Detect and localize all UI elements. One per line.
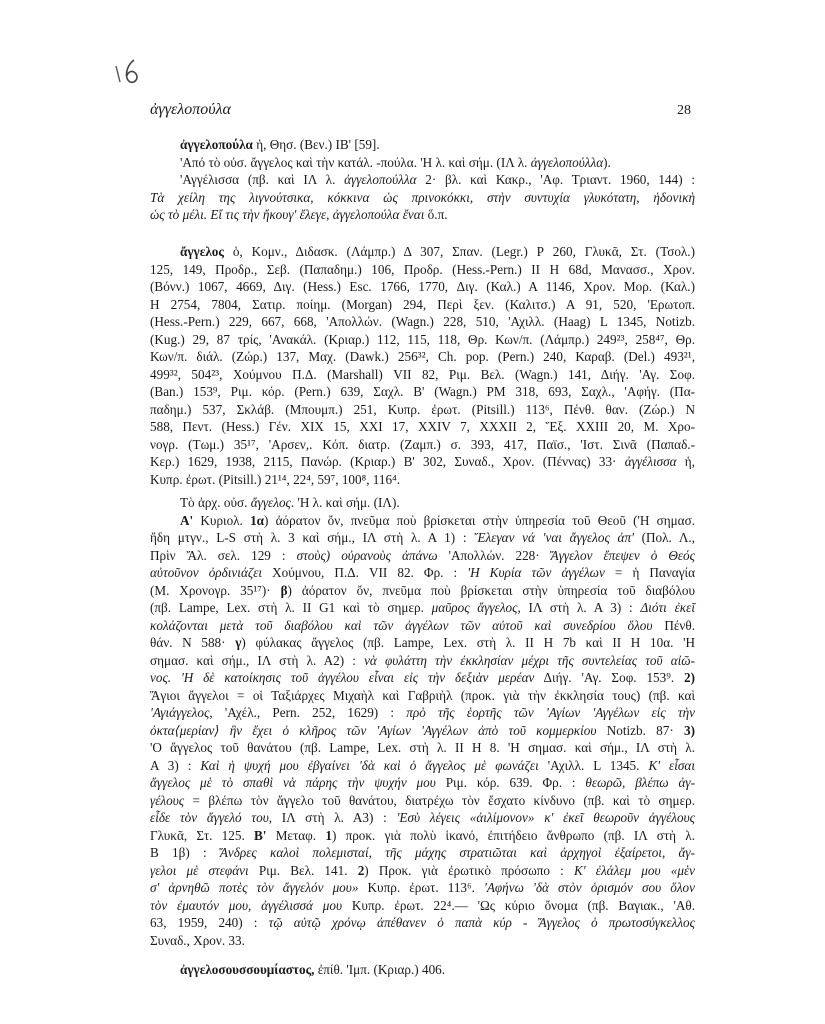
italic-text: 'Αγιάγγελος (150, 705, 210, 720)
text-segment: θάν. Ν 588· (150, 635, 236, 650)
text-line (150, 617, 695, 635)
text-segment: 63, 1959, 240) : (150, 915, 269, 930)
text-line (150, 774, 695, 792)
text-line (150, 582, 695, 600)
italic-text: Ἄγγελον ἔπεψεν ὁ Θεός (550, 547, 695, 563)
text-segment: σημασ. καὶ σήμ., ΙΛ στὴ λ. Α2) : (150, 652, 365, 668)
text-segment: Χούμνου, Π.Δ. VII 82. Φρ. : (262, 565, 468, 580)
text-segment: ἡ, (676, 454, 695, 469)
text-line (150, 453, 695, 471)
bold-text: 1 (325, 827, 332, 843)
text-line (150, 243, 695, 261)
text-line (150, 206, 695, 224)
text-segment: νογρ. (Τωμ.) 35¹⁷, 'Αρσεν,. Κόπ. διατρ. (Ζαμπ.) σ. 393, 417, Παϊσ., 'Ιστ. Σινᾶ (Παπαδ.- (150, 436, 695, 452)
italic-text: στοὺς) οὐρανοὺς ἀπάνω (296, 547, 438, 563)
text-line (150, 383, 695, 401)
entry-angelos-senses (150, 494, 695, 949)
bold-text: ἀγγελοσουσσουμίαστος, (180, 962, 315, 977)
text-segment: Κυπρ. ἐρωτ. 22⁴.— 'Ως κύριο ὄνομα (πβ. Βαγιακ., 'Αθ. (342, 897, 695, 913)
text-segment: ). (603, 154, 611, 170)
text-segment: 125, 149, Προδρ., Σεβ. (Παπαδημ.) 106, Προδρ. (Hess.-Pern.) ΙΙ Η 68d, Μανασσ., Χρον. (150, 261, 695, 277)
text-segment: Πρὶν Ἄλ. σελ. 129 : (150, 547, 297, 563)
text-segment: (Hess.-Pern.) 229, 667, 668, 'Απολλών. (Wagn.) 228, 510, 'Αχιλλ. (Haag) L 1345, Notizb. (150, 314, 695, 329)
italic-text: γέλους (150, 792, 185, 808)
text-segment: . 'Η λ. καὶ σήμ. (ΙΛ). (290, 495, 400, 510)
text-segment: Κυπρ. ἐρωτ. (Pitsill.) 21¹⁴, 22⁴, 59⁷, 100⁸, 116⁴. (150, 471, 400, 487)
text-line (150, 879, 695, 897)
italic-text: Ἄνδρες καλοὶ πολεμισταί, τῆς μάχης στρατιῶται καὶ ἀρχηγοὶ ἐξαίρετοι, ἄγ- (219, 845, 695, 860)
text-segment: Η 2754, 7804, Σατιρ. ποίημ. (Morgan) 294, Περὶ ξεν. (Καλιτσ.) Α 91, 520, 'Ερωτοπ. (150, 296, 695, 312)
text-segment: 588, Πεντ. (Hess.) Γέν. XIX 15, XXI 17, XXIV 7, XXXII 2, Ἔξ. XXIII 20, Μ. Χρο- (150, 419, 695, 434)
text-segment: 499³², 504²³, Χούμνου Π.Δ. (Marshall) VII 82, Ριμ. Βελ. (Wagn.) 141, Διήγ. 'Αγ. Σοφ. (150, 366, 695, 382)
entry-angelos-citations (150, 243, 695, 488)
italic-text: ὡς τὸ μέλι. Εἴ τις τὴν ἤκουγ' ἔλεγε, ἀγγελοπούλα ἔναι (150, 207, 425, 222)
text-line (150, 171, 695, 189)
text-segment: = ἡ Παναγία (604, 565, 695, 580)
text-line (150, 844, 695, 862)
text-segment: Πένθ. (652, 617, 695, 633)
text-segment: (Kug.) 29, 87 τρίς, 'Ανακάλ. (Κριαρ.) 112, 115, 118, Θρ. Κων/π. (Λάμπρ.) 249²³, 258⁴⁷, Θρ. (150, 331, 695, 347)
italic-text: ἀγγελοπούλλα (530, 154, 604, 170)
entry-angelosoussoumiastos (150, 961, 695, 979)
text-line (150, 529, 695, 547)
page-number: 28 (677, 103, 691, 118)
italic-text: τῷ αὐτῷ χρόνῳ ἀπέθανεν ὁ παπὰ κύρ - Ἄγγελος ὁ πρωτοσύγκελλος (268, 915, 695, 930)
bold-text: 3) (684, 722, 695, 738)
text-segment: , 'Αχέλ., Pern. 252, 1629) : (209, 705, 407, 720)
italic-text: εἶδε τὸν ἄγγελό του (150, 810, 269, 825)
italic-text: 'Αφήνω 'δὰ στὸν ὁρισμόν σου ὅλον (484, 880, 695, 895)
text-segment: ὅ.π. (424, 207, 448, 222)
text-line (150, 932, 695, 950)
italic-text: γελοι μὲ στεφάνι (150, 862, 249, 878)
text-line (150, 512, 695, 530)
text-line (150, 704, 695, 722)
bold-text: ἄγγελος (180, 244, 224, 259)
text-segment: (Πολ. Λ., (633, 530, 695, 545)
text-line (150, 136, 695, 154)
italic-text: τὸν ἐμαυτόν μου, ἀγγέλισσά μου (150, 897, 343, 913)
italic-text: 'Η Κυρία τῶν ἀγγέλων (467, 565, 605, 580)
text-line (150, 494, 695, 512)
text-line (150, 792, 695, 810)
italic-text: ἄγγελος μὲ τὸ σπαθὶ νὰ πάρης τὴν ψυχήν μου (150, 775, 436, 790)
text-line (150, 914, 695, 932)
text-segment: , ΙΛ στὴ λ. Α 3) : (517, 600, 641, 615)
text-segment: Ριμ. κόρ. 639. Φρ. : (435, 775, 586, 790)
text-line (150, 261, 695, 279)
text-segment: 'Από τὸ οὐσ. ἄγγελος καὶ τὴν κατάλ. -πούλα. 'Η λ. καὶ σήμ. (ΙΛ λ. (180, 154, 531, 170)
bold-text: 2 (357, 862, 365, 878)
italic-text: νος. 'Η δὲ κατοίκησις τοῦ ἀγγέλου εἶναι εἰς τὴν δεξιὰν μερέαν (150, 670, 535, 685)
text-line (150, 189, 695, 207)
bold-text: Β' (254, 827, 267, 843)
italic-text: ἄγγελος (250, 495, 291, 510)
text-segment: ἐπίθ. 'Ιμπ. (Κριαρ.) 406. (314, 962, 446, 977)
bold-text: Α' (180, 512, 194, 528)
italic-text: Κ' εἶσαι (648, 757, 695, 773)
text-line (150, 722, 695, 740)
text-segment: (Μ. Χρονογρ. 35¹⁷)· (150, 582, 281, 598)
text-segment: 'Αγγέλισσα (πβ. καὶ ΙΛ λ. (180, 172, 345, 187)
text-line (150, 471, 695, 489)
text-line (150, 669, 695, 687)
text-segment: Α 3) : (150, 757, 201, 773)
text-line (150, 313, 695, 331)
text-segment: (Βόνν.) 1067, 4669, Διγ. (Hess.) Esc. 1766, 1770, Διγ. (Καλ.) Α 1146, Χρον. Μορ. (Καλ.) (150, 279, 695, 294)
text-segment: Notizb. 87· (596, 722, 684, 738)
text-line (150, 862, 695, 880)
text-segment: 2· βλ. καὶ Κακρ., 'Αφ. Τριαντ. 1960, 144) : (416, 172, 695, 187)
text-segment: παδημ.) 537, Σκλάβ. (Μπουμπ.) 251, Κυπρ. ἐρωτ. (Pitsill.) 113⁶, Πένθ. θαν. (Ζώρ.) Ν (150, 401, 695, 417)
text-line (150, 154, 695, 172)
text-segment: 'Αχιλλ. L 1345. (538, 757, 649, 773)
text-segment: Κων/π. διάλ. (Ζώρ.) 137, Μαχ. (Dawk.) 256³², Ch. pop. (Pern.) 240, Καραβ. (Del.) 493²¹, (150, 349, 695, 364)
text-segment: Ἅγιοι ἄγγελοι = οἱ Ταξιάρχες Μιχαὴλ καὶ Γαβριὴλ (προκ. γιὰ τὴν ἐκκλησία τους) (πβ. καὶ (150, 687, 695, 703)
text-segment: ) ἀόρατον ὄν, πνεῦμα ποὺ βρίσκεται στὴν ὑπηρεσία τοῦ Θεοῦ ('Η σημασ. (264, 512, 695, 528)
text-segment: ἡ, Θησ. (Βεν.) ΙΒ' [59]. (252, 137, 380, 152)
text-segment: Συναδ., Χρον. 33. (150, 932, 245, 948)
italic-text: 'Εσὺ λέγεις «ἀιλίμονον» κ' ἐκεῖ θεωροῦν ἀγγέλους (396, 810, 695, 825)
text-segment: 'Ο ἄγγελος τοῦ θανάτου (πβ. Lampe, Lex. στὴ λ. II H 8. 'Η σημασ. καὶ σήμ., ΙΛ στὴ λ. (150, 740, 695, 755)
handwritten-mark (110, 52, 150, 92)
text-line (150, 757, 695, 775)
italic-text: ἀγγέλισσα (624, 454, 677, 469)
bold-text: ἀγγελοπούλα (180, 137, 253, 152)
text-line (150, 634, 695, 652)
italic-text: αὐτοῦνον ὀρδινιάζει (150, 565, 263, 580)
entry-angelopoula (150, 136, 695, 224)
text-line (150, 366, 695, 384)
text-line (150, 687, 695, 705)
italic-text: νὰ φυλάττη τὴν ἐκκλησίαν μέχρι τῆς συντελείας τοῦ αἰῶ- (364, 652, 695, 668)
italic-text: ἀγγελοπούλλα (344, 172, 417, 187)
text-line (150, 296, 695, 314)
italic-text: θεωρῶ, βλέπω ἀγ- (585, 775, 695, 790)
text-line (150, 809, 695, 827)
text-segment: Κυριολ. (193, 512, 251, 528)
italic-text: μαῦρος ἄγγελος (431, 600, 518, 615)
italic-text: Καὶ ἡ ψυχή μου ἐβγαίνει 'δὰ καὶ ὁ ἄγγελος μὲ φωνάζει (200, 757, 539, 773)
italic-text: Κ' ἐλάλεμ μου «μὲν (574, 862, 695, 878)
italic-text: κολάζονται μετὰ τοῦ διαβόλου καὶ τῶν ἀγγέλων τῶν αὐτοῦ καὶ συνεδρίου ὅλου (150, 617, 653, 633)
text-line (150, 897, 695, 915)
text-segment: ) Προκ. γιὰ ἐρωτικὸ πρόσωπο : (364, 862, 574, 878)
running-head: ἀγγελοπούλα (150, 101, 231, 118)
text-line (150, 652, 695, 670)
bold-text: 2) (684, 670, 696, 685)
text-line (150, 961, 695, 979)
italic-text: Διότι ἐκεῖ (640, 600, 695, 615)
text-line (150, 278, 695, 296)
text-segment: (Ban.) 153⁹, Ριμ. κόρ. (Pern.) 639, Σαχλ. Β' (Wagn.) PM 318, 693, Σαχλ., 'Αφήγ. (Πα- (150, 384, 695, 399)
bold-text: 1α (250, 512, 265, 528)
text-segment: 'Απολλών. 228· (437, 547, 551, 563)
text-line (150, 401, 695, 419)
text-segment: ὁ, Κομν., Διδασκ. (Λάμπρ.) Δ 307, Σπαν. (Legr.) Ρ 260, Γλυκᾶ, Στ. (Τσολ.) (223, 244, 695, 259)
text-segment: ) ἀόρατον ὄν, πνεῦμα ποὺ βρίσκεται στὴν ὑπηρεσία τοῦ διαβόλου (287, 582, 695, 598)
text-segment: Διήγ. 'Αγ. Σοφ. 153⁹. (534, 670, 685, 685)
italic-text: πρὸ τῆς ἑορτῆς τῶν 'Αγίων 'Αγγέλων εἰς τὴν (406, 705, 695, 720)
text-segment: Β 1β) : (150, 845, 220, 860)
text-line (150, 739, 695, 757)
text-segment: Μεταφ. (266, 827, 326, 843)
text-line (150, 348, 695, 366)
text-line (150, 564, 695, 582)
text-segment: = βλέπω τὸν ἄγγελο τοῦ θανάτου, διατρέχω τὸν ἔσχατο κίνδυνο (πβ. καὶ τὸ σημερ. (184, 792, 695, 808)
text-segment: ) προκ. γιὰ πολὺ ἱκανό, ἐπιτήδειο ἄνθρωπο (πβ. ΙΛ στὴ λ. (331, 827, 695, 843)
text-segment: , ΙΛ στὴ λ. Α3) : (268, 810, 397, 825)
italic-text: Τὰ χείλη της λιγνούτσικα, κόκκινα ὡς πρινοκόκκι, στὴν συντυχία γλυκότατη, ἡδονικὴ (150, 189, 695, 205)
bold-text: γ (235, 635, 242, 650)
text-line (150, 827, 695, 845)
text-segment: Γλυκᾶ, Στ. 125. (150, 827, 254, 843)
text-segment: (πβ. Lampe, Lex. στὴ λ. II G1 καὶ τὸ σημερ. (150, 600, 432, 615)
text-segment: Τὸ ἀρχ. οὐσ. (180, 495, 251, 510)
text-segment: Κυπρ. ἐρωτ. 113⁶. (358, 880, 485, 895)
italic-text: ὀκτα⟨μερίαν⟩ ἣν ἔχει ὁ κλῆρος τῶν 'Αγίων 'Αγγέλων ἀπὸ τοῦ κομμερκίου (150, 722, 597, 738)
text-segment: ) φύλακας ἄγγελος (πβ. Lampe, Lex. στὴ λ. II H 7b καὶ II H 10α. 'Η (241, 635, 695, 650)
italic-text: σ' ἀρνηθῶ ποτὲς τὸν ἄγγελόν μου» (150, 880, 359, 895)
text-line (150, 599, 695, 617)
italic-text: Ἔλεγαν νά 'ναι ἄγγελος ἀπ' (474, 530, 634, 545)
text-segment: ἤδη μτγν., L-S στὴ λ. 3 καὶ σήμ., ΙΛ στὴ λ. Α 1) : (150, 530, 475, 545)
text-line (150, 547, 695, 565)
text-segment: Κερ.) 1629, 1938, 2115, Πανώρ. (Κριαρ.) Β' 302, Συναδ., Χρον. (Πέννας) 33· (150, 454, 625, 469)
text-line (150, 331, 695, 349)
bold-text: β (280, 582, 288, 598)
text-line (150, 418, 695, 436)
text-line (150, 436, 695, 454)
text-segment: Ριμ. Βελ. 141. (248, 862, 358, 878)
